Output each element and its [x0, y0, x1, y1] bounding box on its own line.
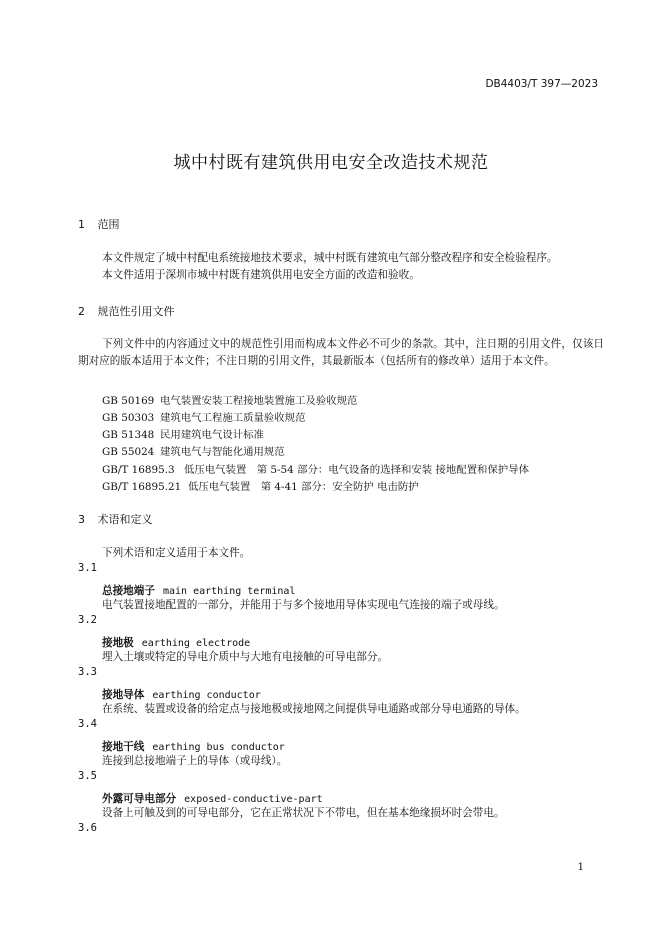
reference-item	[102, 440, 285, 459]
section-title: 术语和定义	[97, 513, 153, 526]
reference-title: 建筑电气工程施工质量验收规范	[160, 412, 306, 424]
term-chinese: 接地导体	[102, 689, 145, 701]
term-number: 3.6	[78, 822, 97, 834]
scope-paragraph-2: 本文件适用于深圳市城中村既有建筑供用电安全方面的改造和验收。	[102, 269, 420, 281]
term-english: earthing bus conductor	[152, 742, 285, 753]
reference-title: 低压电气装置 第 5-54 部分：电气设备的选择和安装 接地配置和保护导体	[184, 464, 529, 476]
term-chinese: 总接地端子	[102, 585, 155, 597]
term-english: earthing electrode	[141, 638, 251, 649]
section-heading-terms	[78, 511, 153, 527]
term-definition: 在系统、装置或设备的给定点与接地极或接地网之间提供导电通路或部分导电通路的导体。	[102, 703, 526, 715]
term-number: 3.1	[78, 562, 97, 574]
reference-code: GB 51348	[102, 429, 155, 441]
reference-title: 低压电气装置 第 4-41 部分：安全防护 电击防护	[188, 481, 419, 493]
term-english: earthing conductor	[152, 690, 261, 701]
term-number: 3.4	[78, 718, 97, 730]
term-chinese: 接地极	[102, 637, 134, 649]
section-heading-scope	[78, 216, 120, 232]
reference-code: GB 50303	[102, 412, 155, 424]
section-heading-references	[78, 303, 175, 319]
reference-title: 建筑电气与智能化通用规范	[160, 446, 285, 458]
term-english: main earthing terminal	[162, 586, 296, 597]
term-number: 3.2	[78, 614, 97, 626]
references-intro: 下列文件中的内容通过文中的规范性引用而构成本文件必不可少的条款。其中，注日期的引用文件，仅该日期对应的版本适用于本文件；不注日期的引用文件，其最新版本（包括所有的修改单）适用于本文件。	[78, 338, 604, 367]
term-entry	[102, 735, 285, 754]
term-entry	[102, 579, 295, 598]
reference-item	[102, 475, 419, 494]
section-number: 3	[78, 513, 85, 526]
reference-code: GB/T 16895.3	[102, 464, 175, 476]
reference-title: 民用建筑电气设计标准	[160, 429, 264, 441]
terms-intro: 下列术语和定义适用于本文件。	[102, 547, 251, 559]
page-number: 1	[577, 862, 584, 873]
scope-paragraph-1: 本文件规定了城中村配电系统接地技术要求，城中村既有建筑电气部分整改程序和安全检验程序。	[102, 252, 558, 264]
term-english: exposed-conductive-part	[184, 794, 323, 805]
reference-title: 电气装置安装工程接地装置施工及验收规范	[160, 395, 358, 407]
section-title: 范围	[97, 218, 120, 231]
term-definition: 连接到总接地端子上的导体（或母线）。	[102, 755, 288, 767]
section-number: 2	[78, 305, 85, 318]
term-chinese: 外露可导电部分	[102, 793, 177, 805]
term-number: 3.3	[78, 666, 97, 678]
section-title: 规范性引用文件	[97, 305, 175, 318]
document-title: 城中村既有建筑供用电安全改造技术规范	[173, 153, 489, 173]
section-number: 1	[78, 218, 85, 231]
term-entry	[102, 683, 261, 702]
reference-code: GB 55024	[102, 446, 155, 458]
term-definition: 设备上可触及到的可导电部分，它在正常状况下不带电，但在基本绝缘损坏时会带电。	[102, 807, 505, 819]
reference-code: GB 50169	[102, 395, 155, 407]
term-chinese: 接地干线	[102, 741, 145, 753]
term-definition: 埋入土壤或特定的导电介质中与大地有电接触的可导电部分。	[102, 651, 389, 663]
reference-code: GB/T 16895.21	[102, 481, 182, 493]
term-entry	[102, 787, 323, 806]
term-entry	[102, 631, 250, 650]
term-number: 3.5	[78, 770, 97, 782]
term-definition: 电气装置接地配置的一部分，并能用于与多个接地用导体实现电气连接的端子或母线。	[102, 599, 505, 611]
standard-number: DB4403/T 397—2023	[485, 78, 598, 90]
